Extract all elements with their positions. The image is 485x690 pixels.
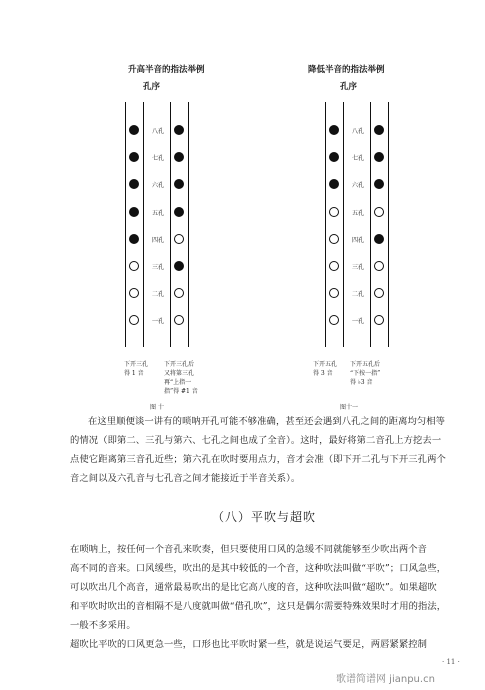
left-tube-a bbox=[125, 102, 144, 347]
left-tube-b bbox=[170, 102, 189, 347]
left-hole-a-4 bbox=[129, 234, 139, 244]
right-hole-label-1: 一孔 bbox=[351, 318, 365, 326]
right-hole-label-4: 四孔 bbox=[351, 236, 365, 244]
left-hole-b-8 bbox=[174, 125, 184, 135]
diagram-right-title: 降低半音的指法举例 bbox=[308, 65, 385, 75]
left-hole-label-1: 一孔 bbox=[151, 318, 165, 326]
right-tube-b bbox=[370, 102, 389, 347]
left-hole-label-5: 五孔 bbox=[151, 209, 165, 217]
left-hole-label-3: 三孔 bbox=[151, 264, 165, 271]
left-hole-label-6: 六孔 bbox=[151, 182, 165, 190]
left-hole-label-8: 八孔 bbox=[151, 128, 165, 135]
right-hole-label-3: 三孔 bbox=[351, 264, 365, 271]
left-hole-b-4 bbox=[174, 234, 184, 244]
left-hole-label-2: 二孔 bbox=[151, 291, 165, 299]
left-hole-a-3 bbox=[129, 261, 139, 271]
left-hole-a-8 bbox=[129, 125, 139, 135]
diagram-right-caption-a: 下开五孔 得 3 音 bbox=[313, 361, 338, 377]
diagram-left-title: 升高半音的指法举例 bbox=[128, 65, 205, 75]
right-hole-label-5: 五孔 bbox=[351, 209, 365, 217]
right-hole-label-8: 八孔 bbox=[351, 128, 365, 135]
right-tube-a bbox=[325, 102, 344, 347]
diagram-left-subtitle: 孔序 bbox=[143, 82, 161, 92]
right-hole-label-2: 二孔 bbox=[351, 291, 365, 299]
diagram-left-caption-a: 下开三孔 得 1 音 bbox=[124, 361, 149, 377]
right-hole-b-4 bbox=[374, 234, 384, 244]
left-hole-label-7: 七孔 bbox=[151, 155, 165, 163]
right-hole-label-6: 六孔 bbox=[351, 182, 365, 190]
diagram-right-subtitle: 孔序 bbox=[340, 82, 358, 92]
right-hole-a-4 bbox=[329, 234, 339, 244]
diagram-right-caption-b: 下开五孔后 “下按一指” 得 ♭3 音 bbox=[350, 361, 381, 386]
left-hole-b-3 bbox=[174, 261, 184, 271]
watermark: 歌谱简谱网 jianpu.cn bbox=[336, 674, 435, 685]
page-number: · 11 · bbox=[442, 658, 460, 666]
right-hole-b-8 bbox=[374, 125, 384, 135]
right-hole-a-5 bbox=[329, 207, 339, 217]
section-heading: （八）平吹与超吹 bbox=[212, 510, 317, 524]
diagram-left bbox=[118, 102, 198, 352]
diagram-left-caption-b: 下开三孔后 又将第三孔 再“上指一 指”得 #1 音 bbox=[164, 361, 198, 395]
left-hole-a-5 bbox=[129, 207, 139, 217]
right-hole-a-8 bbox=[329, 125, 339, 135]
paragraph-3: 超吹比平吹的口风更急一些，口形也比平吹时紧一些，就是说运气要足，两唇紧紧控制 bbox=[70, 639, 428, 650]
diagram-right bbox=[318, 102, 398, 352]
figure-label-10: 图 十 bbox=[150, 404, 164, 411]
right-hole-a-3 bbox=[329, 261, 339, 271]
left-hole-b-5 bbox=[174, 207, 184, 217]
right-hole-b-3 bbox=[374, 261, 384, 271]
paragraph-1: 在这里顺便谈一讲有的唢呐开孔可能不够准确，甚至还会遇到八孔之间的距离均匀相等 的情况（即第二、三孔与第六、七孔之间也成了全音）。这时，最好将第二音孔上方挖去一 点使它距离第三音孔近些；第六孔在吹时要用点力，音才会准（即下开二孔与下开三孔两个 音之间以及六孔音与七孔音之间才能接近于半音关系）。 bbox=[70, 416, 446, 484]
left-hole-label-4: 四孔 bbox=[151, 236, 165, 244]
paragraph-2: 在唢呐上，按任何一个音孔来吹奏，但只要使用口风的急缓不同就能够至少吹出两个音 高不同的音来。口风缓些，吹出的是其中较低的一个音，这种吹法叫做“平吹”；口风急些， 可以吹出几个高音，通常最易吹出的是比它高八度的音，这种吹法叫做“超吹”。如果超吹 和平吹时吹出的音相隔不是八度就叫做“借孔吹”，这只是偶尔需要特殊效果时才用的指法， 一般不多采用。 bbox=[70, 544, 447, 631]
right-hole-label-7: 七孔 bbox=[351, 155, 365, 163]
right-hole-b-5 bbox=[374, 207, 384, 217]
figure-label-11: 图十一 bbox=[340, 404, 359, 411]
